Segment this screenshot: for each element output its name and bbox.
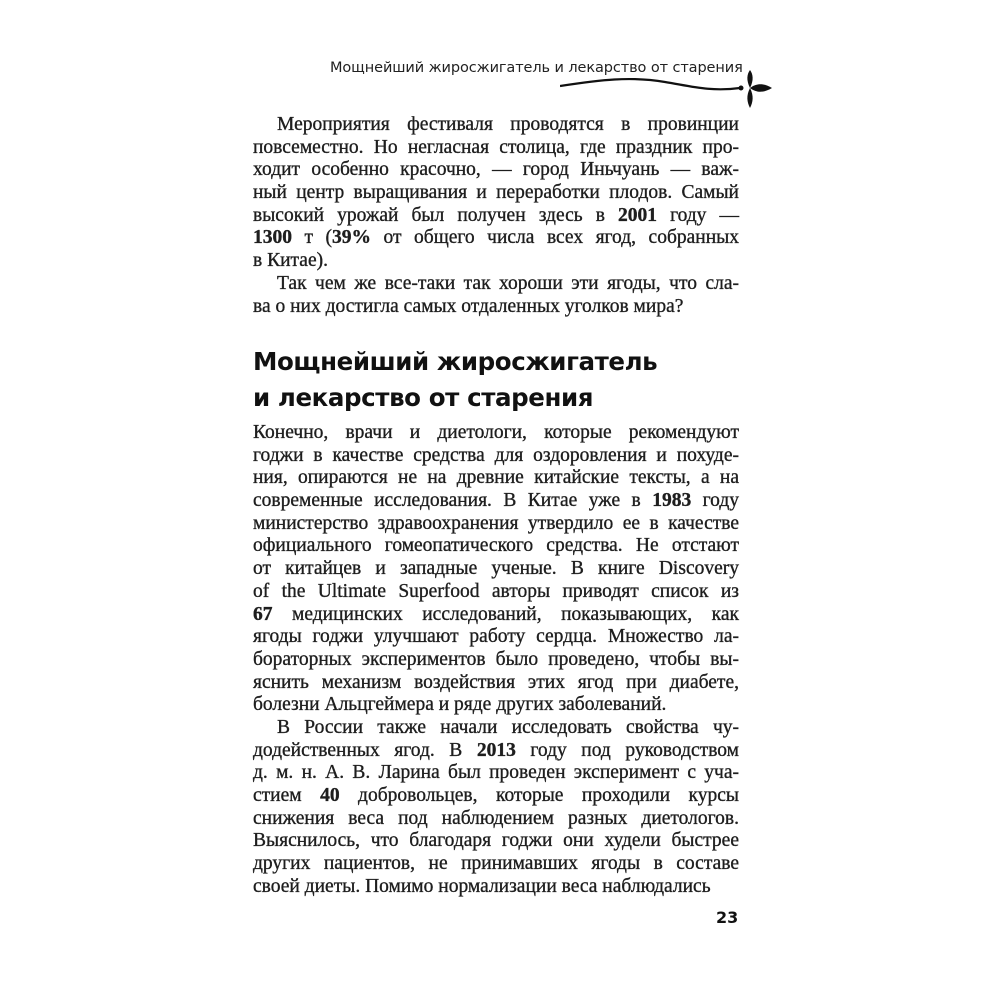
text-line: додейственных ягод. В 2013 году под руководством: [253, 739, 739, 761]
paragraph: [253, 422, 739, 717]
text-line: современные исследования. В Китае уже в 1983 году: [253, 490, 739, 512]
text-line: Выяснилось, что благодаря годжи они худели быстрее: [253, 830, 739, 852]
text-line: ягоды годжи улучшают работу сердца. Множество ла-: [253, 626, 739, 648]
section-heading-line: Мощнейший жиросжигатель: [253, 347, 658, 376]
text-line: болезни Альцгеймера и ряде других заболеваний.: [253, 694, 667, 716]
text-line: годжи в качестве средства для оздоровления и похуде-: [253, 444, 739, 466]
text-line: снижения веса под наблюдением разных диетологов.: [253, 807, 739, 829]
intro-text: [253, 114, 739, 318]
text-line: повсеместно. Но негласная столица, где праздник про-: [253, 136, 739, 158]
text-line: яснить механизм воздействия этих ягод при диабете,: [253, 671, 739, 693]
text-line: стием 40 добровольцев, которые проходили курсы: [253, 785, 740, 806]
text-line: Так чем же все-таки так хороши эти ягоды, что сла-: [277, 272, 739, 294]
text-line: высокий урожай был получен здесь в 2001 году —: [253, 204, 739, 226]
text-line: ный центр выращивания и переработки плодов. Самый: [253, 182, 739, 204]
text-line: of the Ultimate Superfood авторы приводят список из: [253, 580, 739, 602]
text-line: ва о них достигла самых отдаленных уголков мира?: [253, 295, 684, 317]
text-line: официального гомеопатического средства. Не отстают: [253, 535, 739, 557]
paragraph: [253, 717, 739, 899]
text-line: других пациентов, не принимавших ягоды в составе: [253, 853, 739, 875]
paragraph: [253, 114, 739, 273]
text-line: В России также начали исследовать свойства чу-: [277, 716, 739, 738]
running-header-title: Мощнейший жиросжигатель и лекарство от старения: [330, 60, 743, 76]
text-line: своей диеты. Помимо нормализации веса наблюдались: [253, 875, 711, 897]
text-line: министерство здравоохранения утвердило ее в качестве: [253, 512, 739, 534]
text-line: 67 медицинских исследований, показывающих, как: [253, 603, 739, 625]
section-text: [253, 422, 739, 898]
section-heading: [253, 344, 657, 416]
page-number: 23: [716, 908, 739, 927]
text-line: Мероприятия фестиваля проводятся в провинции: [277, 114, 739, 135]
text-line: 1300 т (39% от общего числа всех ягод, собранных: [253, 227, 739, 249]
text-line: д. м. н. А. В. Ларина был проведен эксперимент с уча-: [253, 762, 739, 784]
text-line: от китайцев и западные ученые. В книге Discovery: [253, 558, 739, 580]
text-line: ния, опираются не на древние китайские тексты, а на: [253, 467, 739, 489]
paragraph: [253, 273, 739, 318]
section-heading-line: и лекарство от старения: [253, 383, 594, 412]
text-line: ходит особенно красочно, — город Иньчуань — важ-: [253, 159, 739, 181]
flourish-ornament-icon: [560, 70, 775, 110]
text-line: бораторных экспериментов было проведено, чтобы вы-: [253, 648, 739, 670]
text-line: в Китае).: [253, 250, 328, 272]
text-line: Конечно, врачи и диетологи, которые рекомендуют: [253, 422, 739, 443]
